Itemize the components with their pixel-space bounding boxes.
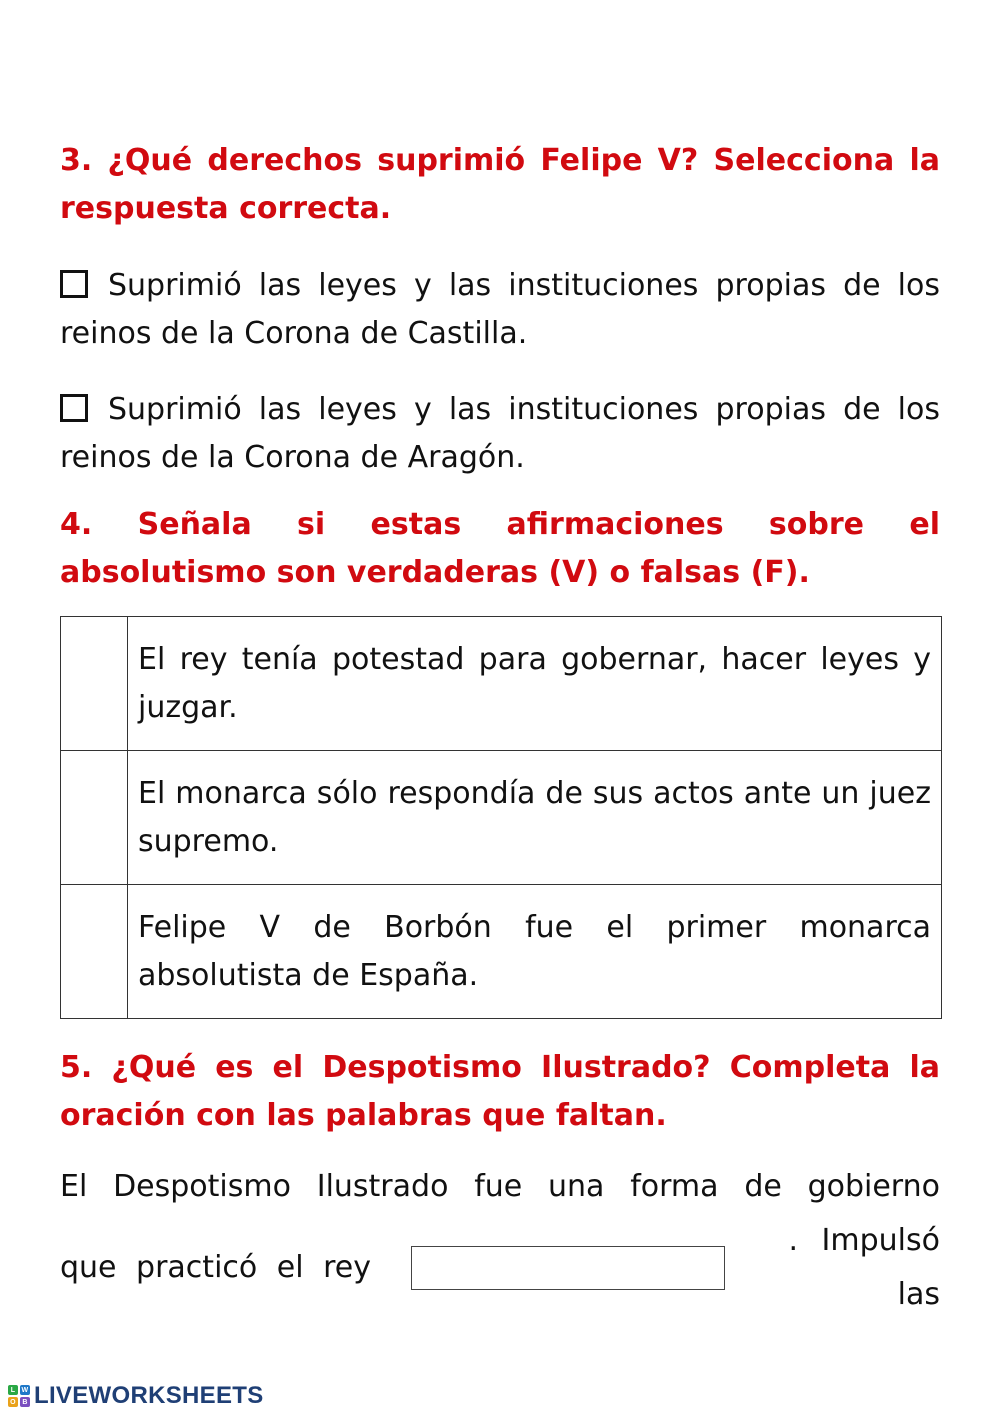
statement-1: El rey tenía potestad para gobernar, hacer leyes y juzgar. (128, 617, 942, 751)
question-3-title: 3. ¿Qué derechos suprimió Felipe V? Selecciona la respuesta correcta. (60, 143, 940, 226)
liveworksheets-logo (8, 1382, 264, 1410)
logo-mark-cell: B (20, 1397, 30, 1407)
statement-2: El monarca sólo respondía de sus actos ante un juez supremo. (128, 751, 942, 885)
option-1-text: Suprimió las leyes y las instituciones propias de los reinos de la Corona de Castilla. (60, 268, 940, 351)
word: una (548, 1169, 605, 1204)
line-2-start: que practicó el rey (60, 1250, 372, 1285)
true-false-table (60, 616, 942, 1019)
line-2-end: . Impulsó las (788, 1223, 940, 1312)
logo-mark-icon (8, 1385, 30, 1407)
statement-3: Felipe V de Borbón fue el primer monarca absolutista de España. (128, 885, 942, 1019)
word: fue (474, 1169, 523, 1204)
paragraph-line-1 (60, 1160, 940, 1214)
answer-cell-2[interactable] (61, 751, 128, 885)
option-1-checkbox[interactable] (60, 270, 88, 298)
word: Despotismo (113, 1169, 291, 1204)
option-2-checkbox[interactable] (60, 394, 88, 422)
logo-mark-cell: W (21, 1386, 29, 1394)
logo-text: LIVEWORKSHEETS (34, 1382, 264, 1409)
word: de (744, 1169, 782, 1204)
logo-mark-cell: O (8, 1397, 18, 1407)
word: gobierno (807, 1169, 940, 1204)
question-3-option-1 (60, 262, 940, 358)
table-row (61, 885, 942, 1019)
table-row (61, 617, 942, 751)
question-5-title: 5. ¿Qué es el Despotismo Ilustrado? Completa la oración con las palabras que faltan. (60, 1050, 940, 1133)
question-4-title: 4. Señala si estas afirmaciones sobre el absolutismo son verdaderas (V) o falsas (F). (60, 507, 940, 590)
answer-cell-1[interactable] (61, 617, 128, 751)
answer-input-box[interactable] (411, 1246, 725, 1290)
table-row (61, 751, 942, 885)
paragraph-line-2 (60, 1214, 940, 1322)
option-2-text: Suprimió las leyes y las instituciones propias de los reinos de la Corona de Aragón. (60, 392, 940, 475)
question-5-paragraph (60, 1160, 940, 1322)
answer-cell-3[interactable] (61, 885, 128, 1019)
logo-mark-cell: L (8, 1385, 18, 1395)
word: Ilustrado (316, 1169, 449, 1204)
word: forma (630, 1169, 719, 1204)
word: El (60, 1169, 88, 1204)
question-3-option-2 (60, 386, 940, 482)
